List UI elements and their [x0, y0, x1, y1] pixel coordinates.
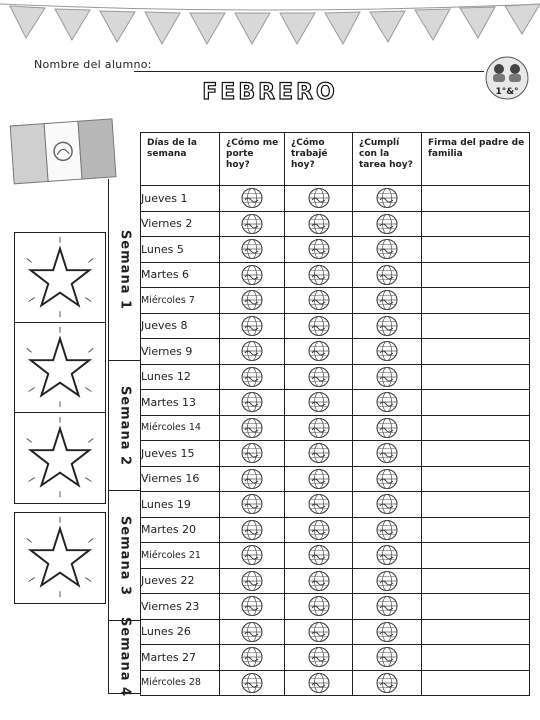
homework-cell[interactable]: [353, 619, 422, 645]
globe-icon: [307, 519, 331, 541]
column-header-parent-signature: Firma del padre de familia: [422, 133, 530, 186]
work-cell[interactable]: [285, 390, 353, 416]
globe-icon: [240, 238, 264, 260]
work-cell[interactable]: [285, 568, 353, 594]
homework-cell[interactable]: [353, 364, 422, 390]
behavior-cell[interactable]: [220, 645, 285, 671]
work-cell[interactable]: [285, 364, 353, 390]
globe-icon: [375, 315, 399, 337]
reward-stars-column: [14, 232, 106, 694]
parent-signature-cell[interactable]: [422, 466, 530, 492]
globe-icon: [375, 519, 399, 541]
week-label: Semana 2: [117, 385, 132, 466]
table-row: [141, 339, 530, 365]
work-cell[interactable]: [285, 619, 353, 645]
globe-icon: [375, 468, 399, 490]
table-row: [141, 262, 530, 288]
behavior-cell[interactable]: [220, 619, 285, 645]
day-cell: Miércoles 21: [141, 543, 220, 569]
behavior-cell[interactable]: [220, 543, 285, 569]
homework-cell[interactable]: [353, 186, 422, 212]
day-cell: Viernes 9: [141, 339, 220, 365]
column-header-homework: ¿Cumplí con la tarea hoy?: [353, 133, 422, 186]
day-cell: Miércoles 7: [141, 288, 220, 314]
work-cell[interactable]: [285, 517, 353, 543]
day-cell: Jueves 15: [141, 441, 220, 467]
parent-signature-cell[interactable]: [422, 568, 530, 594]
homework-cell[interactable]: [353, 492, 422, 518]
globe-icon: [240, 646, 264, 668]
globe-icon: [240, 315, 264, 337]
table-row: [141, 237, 530, 263]
student-name-label: Nombre del alumno:: [34, 58, 152, 71]
globe-icon: [375, 595, 399, 617]
homework-cell[interactable]: [353, 543, 422, 569]
parent-signature-cell[interactable]: [422, 543, 530, 569]
day-cell: Martes 6: [141, 262, 220, 288]
globe-icon: [240, 493, 264, 515]
behavior-cell[interactable]: [220, 211, 285, 237]
day-cell: Lunes 26: [141, 619, 220, 645]
work-cell[interactable]: [285, 543, 353, 569]
day-cell: Viernes 16: [141, 466, 220, 492]
week-block-3: [108, 491, 140, 621]
table-row: [141, 288, 530, 314]
day-cell: Lunes 12: [141, 364, 220, 390]
behavior-cell[interactable]: [220, 390, 285, 416]
globe-icon: [307, 213, 331, 235]
globe-icon: [307, 238, 331, 260]
homework-cell[interactable]: [353, 568, 422, 594]
parent-signature-cell[interactable]: [422, 492, 530, 518]
parent-signature-cell[interactable]: [422, 670, 530, 696]
behavior-cell[interactable]: [220, 466, 285, 492]
table-row: [141, 313, 530, 339]
day-cell: Miércoles 28: [141, 670, 220, 696]
work-cell[interactable]: [285, 645, 353, 671]
behavior-chart: [108, 132, 529, 698]
globe-icon: [307, 264, 331, 286]
work-cell[interactable]: [285, 186, 353, 212]
work-cell[interactable]: [285, 441, 353, 467]
globe-icon: [240, 213, 264, 235]
globe-icon: [375, 417, 399, 439]
star-icon: [15, 413, 105, 503]
globe-icon: [240, 391, 264, 413]
table-row: [141, 594, 530, 620]
parent-signature-cell[interactable]: [422, 619, 530, 645]
homework-cell[interactable]: [353, 262, 422, 288]
day-cell: Jueves 22: [141, 568, 220, 594]
week-label: Semana 1: [117, 229, 132, 310]
homework-cell[interactable]: [353, 415, 422, 441]
homework-cell[interactable]: [353, 237, 422, 263]
parent-signature-cell[interactable]: [422, 288, 530, 314]
globe-icon: [240, 264, 264, 286]
work-cell[interactable]: [285, 262, 353, 288]
parent-signature-cell[interactable]: [422, 237, 530, 263]
daily-log-table: [140, 132, 530, 696]
work-cell[interactable]: [285, 237, 353, 263]
star-icon: [15, 513, 105, 603]
star-box: [14, 322, 106, 414]
parent-signature-cell[interactable]: [422, 594, 530, 620]
behavior-cell[interactable]: [220, 492, 285, 518]
work-cell[interactable]: [285, 313, 353, 339]
work-cell[interactable]: [285, 492, 353, 518]
homework-cell[interactable]: [353, 390, 422, 416]
globe-icon: [307, 417, 331, 439]
table-row: [141, 390, 530, 416]
globe-icon: [307, 289, 331, 311]
table-row: [141, 466, 530, 492]
globe-icon: [307, 468, 331, 490]
table-row: [141, 568, 530, 594]
work-cell[interactable]: [285, 288, 353, 314]
behavior-cell[interactable]: [220, 237, 285, 263]
globe-icon: [307, 340, 331, 362]
behavior-cell[interactable]: [220, 568, 285, 594]
globe-icon: [375, 391, 399, 413]
parent-signature-cell[interactable]: [422, 364, 530, 390]
globe-icon: [307, 366, 331, 388]
globe-icon: [240, 672, 264, 694]
work-cell[interactable]: [285, 211, 353, 237]
table-row: [141, 441, 530, 467]
table-row: [141, 364, 530, 390]
homework-cell[interactable]: [353, 594, 422, 620]
week-block-4: [108, 616, 140, 698]
homework-cell[interactable]: [353, 517, 422, 543]
globe-icon: [240, 468, 264, 490]
star-box: [14, 232, 106, 324]
student-name-underline: [134, 71, 484, 72]
parent-signature-cell[interactable]: [422, 211, 530, 237]
globe-icon: [307, 570, 331, 592]
work-cell[interactable]: [285, 594, 353, 620]
table-row: [141, 211, 530, 237]
star-icon: [15, 323, 105, 413]
week-block-1: [108, 179, 140, 361]
globe-icon: [240, 621, 264, 643]
globe-icon: [375, 493, 399, 515]
column-header-work: ¿Cómo trabajé hoy?: [285, 133, 353, 186]
globe-icon: [240, 340, 264, 362]
globe-icon: [240, 544, 264, 566]
day-cell: Martes 27: [141, 645, 220, 671]
homework-cell[interactable]: [353, 339, 422, 365]
globe-icon: [307, 315, 331, 337]
day-cell: Martes 20: [141, 517, 220, 543]
week-block-2: [108, 361, 140, 491]
table-header-row: [141, 133, 530, 186]
table-row: [141, 645, 530, 671]
behavior-cell[interactable]: [220, 517, 285, 543]
homework-cell[interactable]: [353, 645, 422, 671]
globe-icon: [307, 621, 331, 643]
student-name-field[interactable]: [34, 58, 484, 76]
globe-icon: [240, 417, 264, 439]
table-row: [141, 186, 530, 212]
globe-icon: [307, 544, 331, 566]
homework-cell[interactable]: [353, 211, 422, 237]
globe-icon: [307, 442, 331, 464]
column-header-behavior: ¿Cómo me porte hoy?: [220, 133, 285, 186]
homework-cell[interactable]: [353, 670, 422, 696]
globe-icon: [375, 264, 399, 286]
star-box: [14, 512, 106, 604]
globe-icon: [240, 570, 264, 592]
table-row: [141, 670, 530, 696]
star-box: [14, 412, 106, 504]
behavior-cell[interactable]: [220, 415, 285, 441]
globe-icon: [307, 391, 331, 413]
globe-icon: [375, 340, 399, 362]
globe-icon: [240, 595, 264, 617]
table-row: [141, 517, 530, 543]
day-cell: Miércoles 14: [141, 415, 220, 441]
table-row: [141, 415, 530, 441]
parent-signature-cell[interactable]: [422, 186, 530, 212]
work-cell[interactable]: [285, 415, 353, 441]
globe-icon: [307, 646, 331, 668]
work-cell[interactable]: [285, 670, 353, 696]
homework-cell[interactable]: [353, 441, 422, 467]
globe-icon: [375, 570, 399, 592]
day-cell: Viernes 2: [141, 211, 220, 237]
globe-icon: [307, 187, 331, 209]
parent-signature-cell[interactable]: [422, 441, 530, 467]
day-cell: Martes 13: [141, 390, 220, 416]
globe-icon: [375, 442, 399, 464]
parent-signature-cell[interactable]: [422, 517, 530, 543]
globe-icon: [375, 544, 399, 566]
globe-icon: [375, 187, 399, 209]
day-cell: Jueves 1: [141, 186, 220, 212]
behavior-cell[interactable]: [220, 594, 285, 620]
day-cell: Viernes 23: [141, 594, 220, 620]
parent-signature-cell[interactable]: [422, 645, 530, 671]
globe-icon: [240, 289, 264, 311]
star-icon: [15, 233, 105, 323]
behavior-cell[interactable]: [220, 339, 285, 365]
parent-signature-cell[interactable]: [422, 339, 530, 365]
day-cell: Lunes 19: [141, 492, 220, 518]
globe-icon: [375, 366, 399, 388]
behavior-cell[interactable]: [220, 288, 285, 314]
bunting-decoration: [0, 0, 540, 50]
parent-signature-cell[interactable]: [422, 262, 530, 288]
logo-text: 1°&°: [495, 87, 519, 97]
table-row: [141, 619, 530, 645]
globe-icon: [307, 672, 331, 694]
globe-icon: [375, 289, 399, 311]
homework-cell[interactable]: [353, 288, 422, 314]
table-row: [141, 543, 530, 569]
behavior-cell[interactable]: [220, 441, 285, 467]
globe-icon: [307, 595, 331, 617]
behavior-cell[interactable]: [220, 313, 285, 339]
globe-icon: [307, 493, 331, 515]
behavior-cell[interactable]: [220, 262, 285, 288]
behavior-cell[interactable]: [220, 186, 285, 212]
work-cell[interactable]: [285, 466, 353, 492]
globe-icon: [375, 213, 399, 235]
week-label: Semana 4: [117, 616, 132, 698]
page-title: FEBRERO: [202, 80, 338, 105]
parent-signature-cell[interactable]: [422, 390, 530, 416]
globe-icon: [240, 442, 264, 464]
day-cell: Jueves 8: [141, 313, 220, 339]
week-labels-column: [108, 132, 140, 698]
parent-signature-cell[interactable]: [422, 313, 530, 339]
column-header-days: Días de la semana: [141, 133, 220, 186]
work-cell[interactable]: [285, 339, 353, 365]
behavior-cell[interactable]: [220, 670, 285, 696]
parent-signature-cell[interactable]: [422, 415, 530, 441]
globe-icon: [240, 366, 264, 388]
globe-icon: [375, 672, 399, 694]
globe-icon: [375, 646, 399, 668]
globe-icon: [375, 621, 399, 643]
homework-cell[interactable]: [353, 313, 422, 339]
globe-icon: [240, 519, 264, 541]
behavior-cell[interactable]: [220, 364, 285, 390]
week-label: Semana 3: [117, 515, 132, 596]
day-cell: Lunes 5: [141, 237, 220, 263]
homework-cell[interactable]: [353, 466, 422, 492]
globe-icon: [240, 187, 264, 209]
table-row: [141, 492, 530, 518]
globe-icon: [375, 238, 399, 260]
